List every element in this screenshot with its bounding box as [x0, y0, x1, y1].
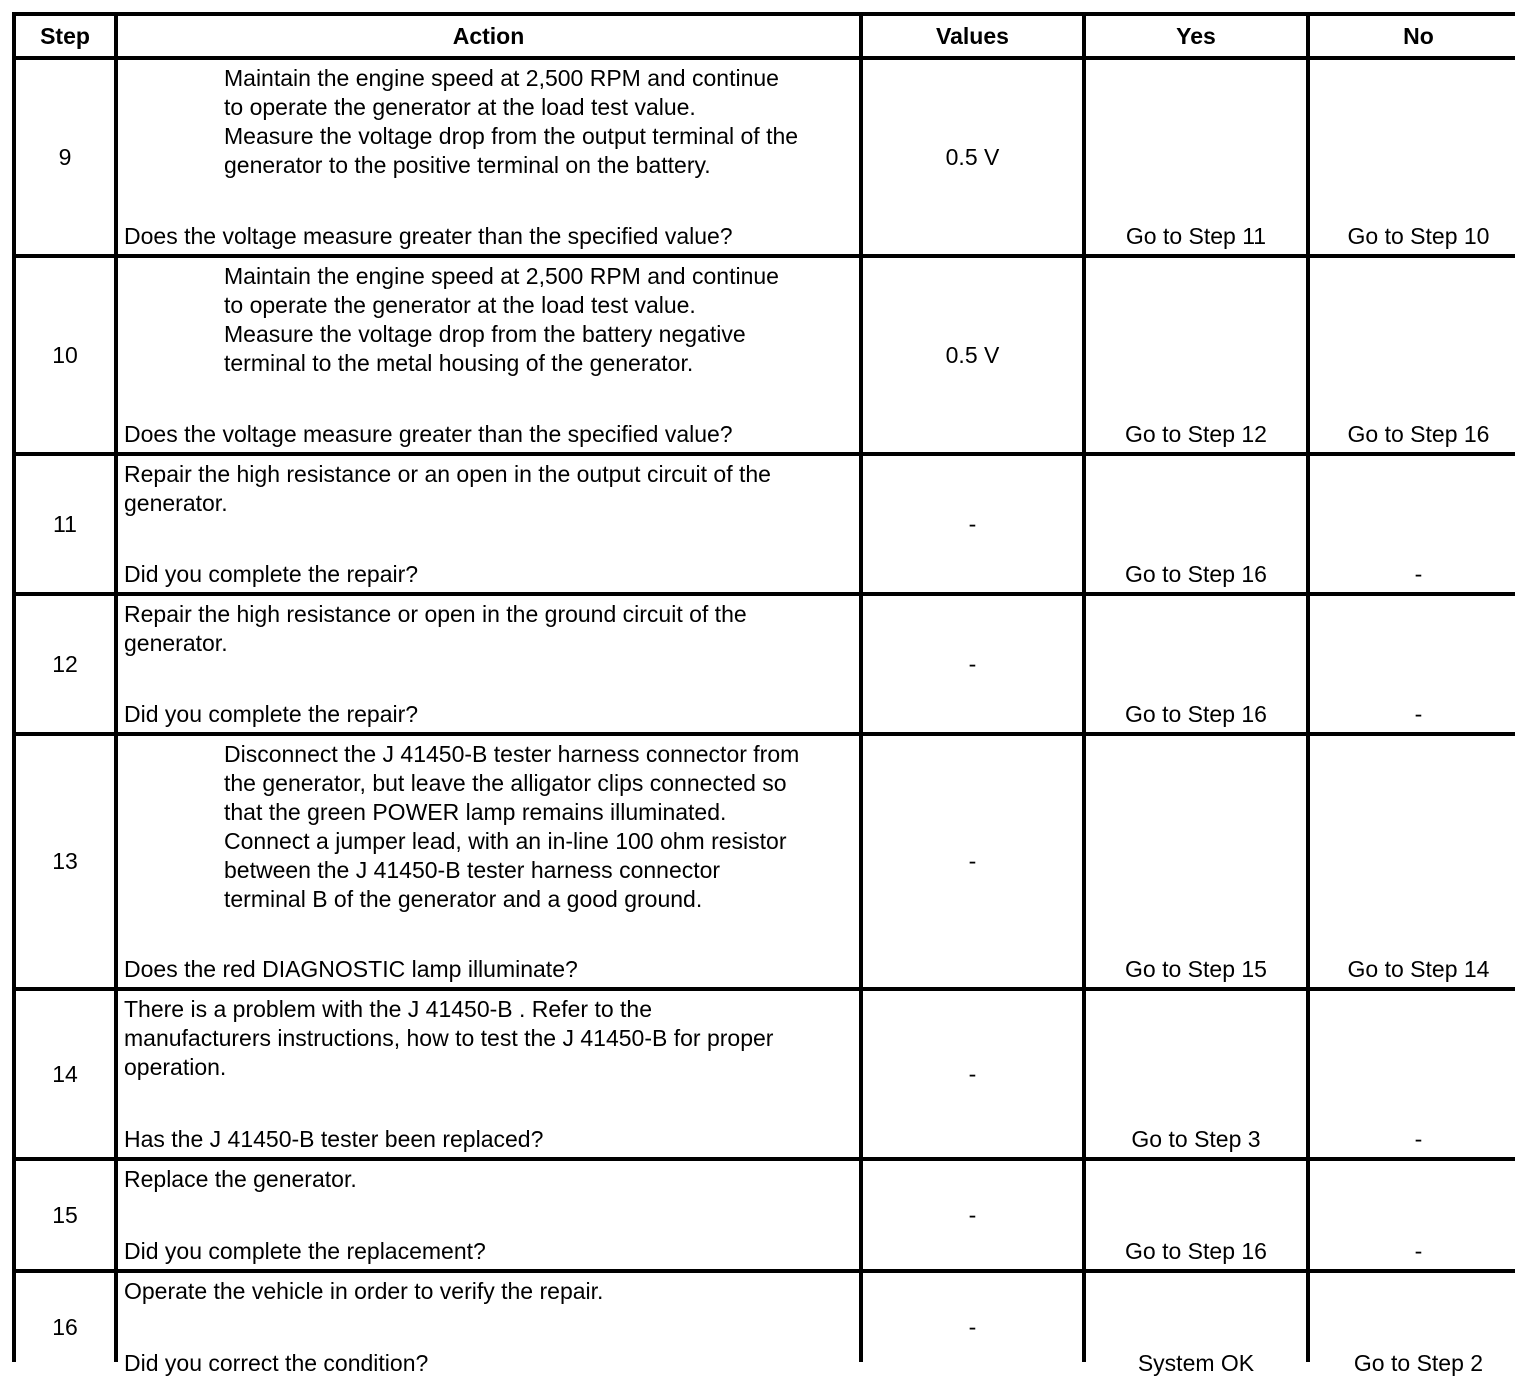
action-cell [118, 456, 859, 592]
step-number: 10 [16, 258, 114, 452]
action-question: Does the voltage measure greater than the specified value? [124, 223, 733, 249]
header-no: No [1310, 16, 1527, 56]
action-question: Did you complete the replacement? [124, 1238, 486, 1264]
action-instruction: Repair the high resistance or an open in the output circuit of the generator. [124, 461, 771, 516]
action-question: Has the J 41450-B tester been replaced? [124, 1126, 544, 1152]
action-cell [118, 736, 859, 987]
header-values: Values [863, 16, 1082, 56]
action-instruction: Disconnect the J 41450-B tester harness connector from the generator, but leave the alligator clips connected so that the green POWER lamp remains illuminated. Connect a jumper lead, with an in-line 100 ohm resistor between the J 41450-B tester harness connector terminal B of the generator and a good ground. [224, 741, 800, 912]
value-cell: - [863, 596, 1082, 732]
action-question: Did you complete the repair? [124, 701, 419, 727]
yes-result: Go to Step 16 [1086, 1161, 1306, 1269]
action-question: Does the red DIAGNOSTIC lamp illuminate? [124, 956, 578, 982]
diagnostic-table [12, 12, 1515, 1376]
yes-result: Go to Step 3 [1086, 991, 1306, 1157]
value-cell: 0.5 V [863, 258, 1082, 452]
action-cell [118, 60, 859, 254]
no-result: Go to Step 10 [1310, 60, 1527, 254]
step-number: 11 [16, 456, 114, 592]
yes-result: Go to Step 12 [1086, 258, 1306, 452]
yes-result: Go to Step 16 [1086, 456, 1306, 592]
header-step: Step [16, 16, 114, 56]
action-cell [118, 596, 859, 732]
action-instruction: Repair the high resistance or open in the ground circuit of the generator. [124, 601, 747, 656]
yes-result: Go to Step 15 [1086, 736, 1306, 987]
no-result: - [1310, 456, 1527, 592]
value-cell: 0.5 V [863, 60, 1082, 254]
value-cell: - [863, 1161, 1082, 1269]
step-number: 15 [16, 1161, 114, 1269]
action-question: Did you complete the repair? [124, 561, 419, 587]
header-yes: Yes [1086, 16, 1306, 56]
action-question: Did you correct the condition? [124, 1350, 429, 1376]
step-number: 13 [16, 736, 114, 987]
no-result: - [1310, 1161, 1527, 1269]
action-instruction: Replace the generator. [124, 1166, 357, 1192]
yes-result: System OK [1086, 1273, 1306, 1381]
no-result: - [1310, 596, 1527, 732]
step-number: 14 [16, 991, 114, 1157]
action-cell [118, 991, 859, 1157]
value-cell: - [863, 1273, 1082, 1381]
no-result: Go to Step 14 [1310, 736, 1527, 987]
action-cell [118, 258, 859, 452]
step-number: 12 [16, 596, 114, 732]
action-instruction: Maintain the engine speed at 2,500 RPM and continue to operate the generator at the load test value. Measure the voltage drop from the output terminal of the generator to the positive terminal on the battery. [224, 65, 799, 178]
step-number: 16 [16, 1273, 114, 1381]
yes-result: Go to Step 11 [1086, 60, 1306, 254]
action-instruction: Operate the vehicle in order to verify the repair. [124, 1278, 604, 1304]
no-result: Go to Step 16 [1310, 258, 1527, 452]
action-instruction: There is a problem with the J 41450-B . Refer to the manufacturers instructions, how to test the J 41450-B for proper operation. [124, 996, 774, 1080]
value-cell: - [863, 991, 1082, 1157]
no-result: Go to Step 2 [1310, 1273, 1527, 1381]
action-cell [118, 1161, 859, 1269]
value-cell: - [863, 456, 1082, 592]
header-action: Action [118, 16, 859, 56]
action-instruction: Maintain the engine speed at 2,500 RPM and continue to operate the generator at the load test value. Measure the voltage drop from the battery negative terminal to the metal housing of the generator. [224, 263, 779, 376]
step-number: 9 [16, 60, 114, 254]
yes-result: Go to Step 16 [1086, 596, 1306, 732]
value-cell: - [863, 736, 1082, 987]
action-question: Does the voltage measure greater than the specified value? [124, 421, 733, 447]
no-result: - [1310, 991, 1527, 1157]
action-cell [118, 1273, 859, 1381]
